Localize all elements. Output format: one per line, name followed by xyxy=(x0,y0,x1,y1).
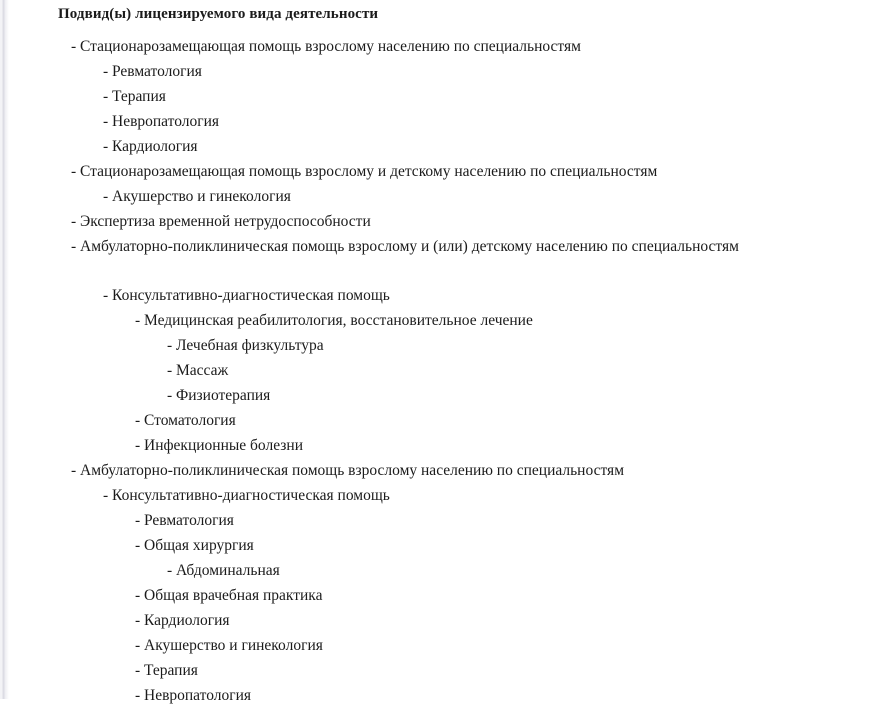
tree-item-label: Общая врачебная практика xyxy=(144,587,323,604)
bullet-dash-icon: - xyxy=(71,462,77,479)
tree-item[interactable] xyxy=(0,383,875,408)
tree-item-label: Массаж xyxy=(176,362,229,379)
tree-item-label: Консультативно-диагностическая помощь xyxy=(112,287,390,304)
bullet-dash-icon: - xyxy=(135,587,141,604)
tree-item[interactable] xyxy=(0,134,875,159)
bullet-dash-icon: - xyxy=(135,412,141,429)
tree-item[interactable] xyxy=(0,283,875,308)
bullet-dash-icon: - xyxy=(71,238,77,255)
tree-item-label: Невропатология xyxy=(112,113,220,130)
tree-item[interactable] xyxy=(0,533,875,558)
bullet-dash-icon: - xyxy=(167,387,173,404)
tree-item[interactable] xyxy=(0,508,875,533)
tree-item[interactable] xyxy=(0,34,875,59)
bullet-dash-icon: - xyxy=(135,687,141,704)
tree-item[interactable] xyxy=(0,633,875,658)
tree-item[interactable] xyxy=(0,608,875,633)
tree-item[interactable] xyxy=(0,483,875,508)
tree-item-label: Терапия xyxy=(144,662,198,679)
bullet-dash-icon: - xyxy=(135,312,141,329)
tree-item[interactable] xyxy=(0,558,875,583)
tree-item-label: Терапия xyxy=(112,88,166,105)
bullet-dash-icon: - xyxy=(103,63,109,80)
bullet-dash-icon: - xyxy=(167,337,173,354)
bullet-dash-icon: - xyxy=(71,38,77,55)
tree-item[interactable] xyxy=(0,184,875,209)
bullet-dash-icon: - xyxy=(135,537,141,554)
bullet-dash-icon: - xyxy=(71,213,77,230)
tree-item[interactable] xyxy=(0,333,875,358)
tree-item[interactable] xyxy=(0,209,875,234)
bullet-dash-icon: - xyxy=(103,188,109,205)
bullet-dash-icon: - xyxy=(167,562,173,579)
tree-item-label: Физиотерапия xyxy=(176,387,271,404)
bullet-dash-icon: - xyxy=(71,163,77,180)
bullet-dash-icon: - xyxy=(103,113,109,130)
tree-item[interactable] xyxy=(0,59,875,84)
tree-item[interactable] xyxy=(0,658,875,683)
bullet-dash-icon: - xyxy=(167,362,173,379)
tree-item[interactable] xyxy=(0,109,875,134)
tree-item-label: Ревматология xyxy=(112,63,202,80)
tree-item[interactable] xyxy=(0,408,875,433)
tree-item-label: Общая хирургия xyxy=(144,537,254,554)
tree-item-label: Абдоминальная xyxy=(176,562,280,579)
tree-item-label: Медицинская реабилитология, восстановительное лечение xyxy=(144,312,533,329)
tree-item-label: Акушерство и гинекология xyxy=(112,188,291,205)
tree-item-label: Кардиология xyxy=(112,138,198,155)
tree-item-label: Лечебная физкультура xyxy=(176,337,324,354)
tree-item[interactable] xyxy=(0,84,875,109)
tree-item[interactable] xyxy=(0,433,875,458)
tree-item-label: Ревматология xyxy=(144,512,234,529)
tree-item[interactable] xyxy=(0,583,875,608)
tree-item-label: Стационарозамещающая помощь взрослому населению по специальностям xyxy=(80,38,581,55)
bullet-dash-icon: - xyxy=(103,88,109,105)
tree-item-label: Кардиология xyxy=(144,612,230,629)
bullet-dash-icon: - xyxy=(135,437,141,454)
bullet-dash-icon: - xyxy=(135,662,141,679)
tree-item[interactable] xyxy=(0,683,875,708)
tree-item-label: Стационарозамещающая помощь взрослому и детскому населению по специальностям xyxy=(80,163,658,180)
tree-item-label: Стоматология xyxy=(144,412,236,429)
bullet-dash-icon: - xyxy=(135,612,141,629)
tree-item-label: Консультативно-диагностическая помощь xyxy=(112,487,390,504)
tree-item[interactable] xyxy=(0,358,875,383)
bullet-dash-icon: - xyxy=(135,637,141,654)
page-title: Подвид(ы) лицензируемого вида деятельности xyxy=(58,6,379,22)
activity-subtypes-tree xyxy=(0,34,875,708)
bullet-dash-icon: - xyxy=(135,512,141,529)
bullet-dash-icon: - xyxy=(103,487,109,504)
tree-item[interactable] xyxy=(0,458,875,483)
tree-item-label: Акушерство и гинекология xyxy=(144,637,323,654)
tree-item-label: Амбулаторно-поликлиническая помощь взрослому населению по специальностям xyxy=(80,462,624,479)
tree-item[interactable] xyxy=(0,159,875,184)
tree-item[interactable] xyxy=(0,234,875,259)
tree-item[interactable] xyxy=(0,308,875,333)
tree-item-label: Невропатология xyxy=(144,687,252,704)
tree-item-label: Экспертиза временной нетрудоспособности xyxy=(80,213,371,230)
tree-item-label: Амбулаторно-поликлиническая помощь взрослому и (или) детскому населению по специальностям xyxy=(80,238,739,255)
bullet-dash-icon: - xyxy=(103,287,109,304)
tree-item-label: Инфекционные болезни xyxy=(144,437,303,454)
bullet-dash-icon: - xyxy=(103,138,109,155)
